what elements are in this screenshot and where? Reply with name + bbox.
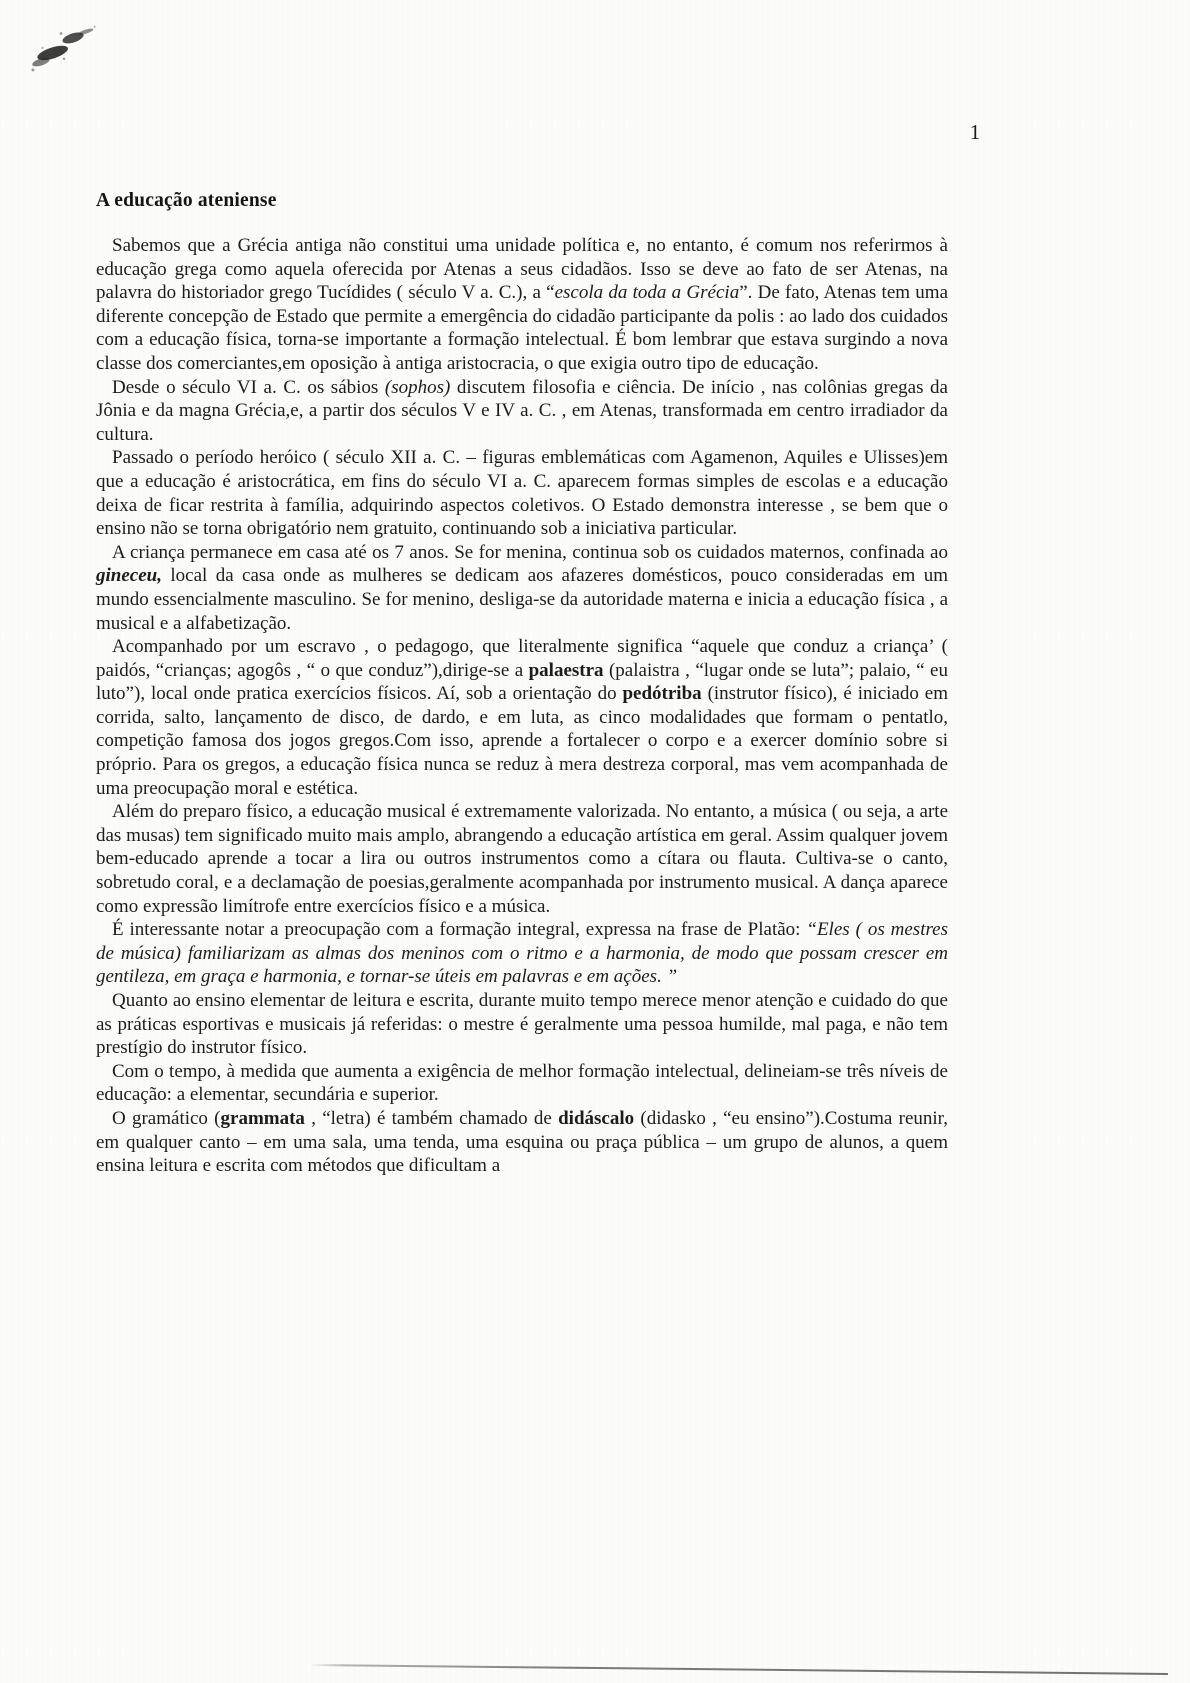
paragraph	[96, 446, 948, 540]
text-segment: Além do preparo físico, a educação musical é extremamente valorizada. No entanto, a música ( ou seja, a arte das musas) tem significado muito mais amplo, abrangendo a educação artística em geral. Assim qualquer jovem bem-educado aprende a tocar a lira ou outros instrumentos como a cítara ou flauta. Cultiva-se o canto, sobretudo coral, e a declamação de poesias,geralmente acompanhada por instrumento musical. A dança aparece como expressão limítrofe entre exercícios físico e a música.	[96, 801, 948, 917]
paragraph	[96, 989, 948, 1060]
text-segment: gineceu,	[96, 565, 162, 587]
page-title: A educação ateniense	[96, 190, 277, 211]
text-segment: Sabemos que a Grécia antiga não constitui uma unidade política e, no entanto, é comum nos referirmos à educação grega como aquela oferecida por Atenas a seus cidadãos. Isso se deve ao fato de ser Atenas, na palavra do historiador grego Tucídides ( século V a. C.), a “	[96, 235, 948, 304]
text-segment: (instrutor físico), é iniciado em corrida, salto, lançamento de disco, de dardo, e em luta, as cinco modalidades que formam o pentatlo, competição famosa dos jogos gregos.Com isso, aprende a fortalecer o corpo e a exercer domínio sobre si próprio. Para os gregos, a educação física nunca se reduz à mera destreza corporal, mas vem acompanhada de uma preocupação moral e estética.	[96, 683, 948, 799]
text-segment: Quanto ao ensino elementar de leitura e escrita, durante muito tempo merece menor atenção e cuidado do que as práticas esportivas e musicais já referidas: o mestre é geralmente uma pessoa humilde, mal paga, e não tem prestígio do instrutor físico.	[96, 990, 948, 1059]
ink-smudge-icon	[12, 2, 122, 77]
paragraph	[96, 918, 948, 989]
paragraph	[96, 1060, 948, 1107]
paragraph	[96, 541, 948, 635]
paragraph	[96, 1107, 948, 1178]
text-segment: Desde o século VI a. C. os sábios	[112, 376, 385, 398]
text-segment: ”. De fato, Atenas tem uma diferente concepção de Estado que permite a emergência do cidadão participante da polis : ao lado dos cuidados com a educação física, torna-se importante a formação intelectual. É bom lembrar que estava surgindo a nova classe dos comerciantes,em oposição à antiga aristocracia, o que exigia outro tipo de educação.	[96, 282, 948, 374]
text-segment: É interessante notar a preocupação com a formação integral, expressa na frase de Platão:	[112, 919, 807, 941]
paragraph	[96, 376, 948, 447]
text-segment: (sophos)	[384, 376, 451, 398]
paragraph	[96, 800, 948, 918]
text-segment: Passado o período heróico ( século XII a. C. – figuras emblemáticas com Agamenon, Aquiles e Ulisses)em que a educação é aristocrática, em fins do século VI a. C. aparecem formas simples de escolas e a educação deixa de ficar restrita à família, adquirindo aspectos coletivos. O Estado demonstra interesse , se bem que o ensino não se torna obrigatório nem gratuito, continuando sob a iniciativa particular.	[96, 447, 948, 540]
scan-artifact-line	[310, 1664, 1168, 1675]
text-segment: (palaistra , “lugar onde se luta”; palaio, “ eu luto”), local onde pratica exercícios físicos. Aí, sob a orientação do	[96, 659, 948, 705]
text-segment: (didasko , “eu ensino”).Costuma reunir, em qualquer canto – em uma sala, uma tenda, uma esquina ou praça pública – um grupo de alunos, a quem ensina leitura e escrita com métodos que dificultam a	[96, 1107, 948, 1177]
text-segment: Com o tempo, à medida que aumenta a exigência de melhor formação intelectual, delineiam-se três níveis de educação: a elementar, secundária e superior.	[96, 1060, 948, 1106]
text-segment: palaestra	[528, 659, 604, 681]
text-segment: Acompanhado por um escravo , o pedagogo, que literalmente significa “aquele que conduz a criança’ ( paidós, “crianças; agogôs , “ o que conduz”),dirige-se a	[96, 636, 948, 681]
paragraph	[96, 635, 948, 800]
text-segment: pedótriba	[622, 683, 702, 705]
page-number: 1	[969, 120, 981, 144]
text-segment: , “letra) é também chamado de	[304, 1107, 559, 1129]
text-segment: discutem filosofia e ciência. De início , nas colônias gregas da Jônia e da magna Grécia,e, a partir dos séculos V e IV a. C. , em Atenas, transformada em centro irradiador da cultura.	[96, 376, 948, 445]
text-segment: “Eles ( os mestres de música) familiarizam as almas dos meninos com o ritmo e a harmonia, de modo que possam crescer em gentileza, em graça e harmonia, e tornar-se úteis em palavras e em ações. ”	[96, 919, 949, 988]
paragraph	[96, 234, 948, 376]
text-segment: escola da toda a Grécia	[554, 282, 740, 304]
body-text	[96, 234, 948, 1178]
text-segment: O gramático (	[112, 1107, 221, 1129]
text-segment: didáscalo	[558, 1107, 635, 1129]
text-segment: local da casa onde as mulheres se dedicam aos afazeres domésticos, pouco consideradas em um mundo essencialmente masculino. Se for menino, desliga-se da autoridade materna e inicia a educação física , a musical e a alfabetização.	[96, 565, 948, 634]
text-segment: grammata	[220, 1107, 305, 1129]
text-segment: A criança permanece em casa até os 7 anos. Se for menina, continua sob os cuidados maternos, confinada ao	[112, 541, 948, 563]
